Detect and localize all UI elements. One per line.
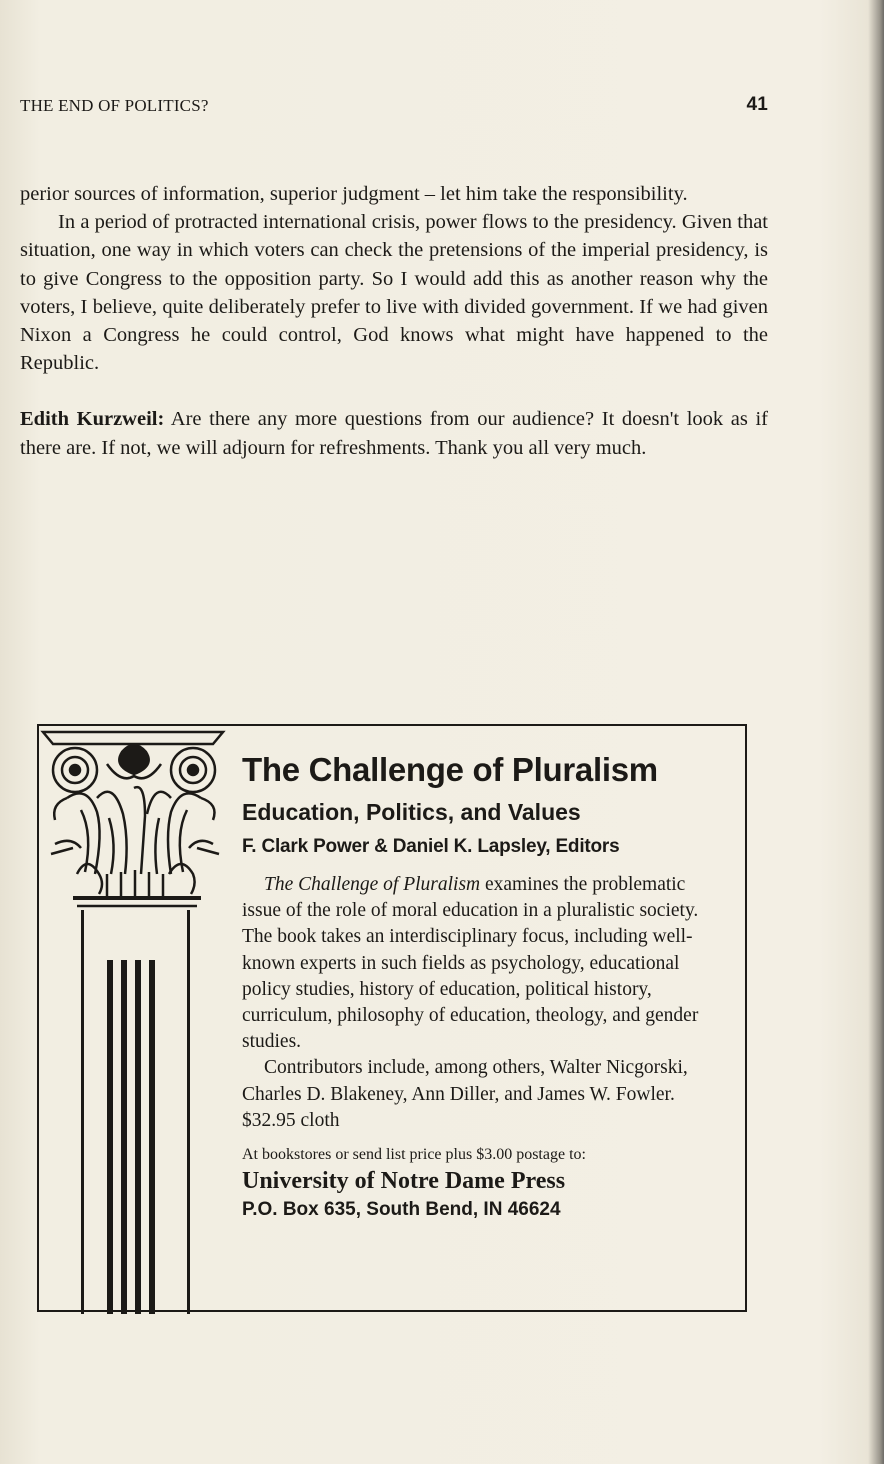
closing-remarks: [20, 405, 768, 461]
book-title-inline: The Challenge of Pluralism: [264, 874, 481, 895]
order-instructions: At bookstores or send list price plus $3.00 postage to:: [242, 1146, 586, 1164]
page-number: 41: [746, 94, 768, 115]
book-description: [242, 872, 712, 1134]
advertisement-copy: [242, 750, 742, 1224]
running-header: [20, 96, 768, 120]
book-editors: F. Clark Power & Daniel K. Lapsley, Editors: [242, 836, 620, 857]
description-paragraph: [242, 872, 712, 1055]
book-price: $32.95 cloth: [242, 1109, 340, 1131]
book-advertisement: [37, 724, 747, 1312]
publisher-name: University of Notre Dame Press: [242, 1168, 566, 1195]
corinthian-column-illustration: [37, 724, 237, 1314]
publisher-address: P.O. Box 635, South Bend, IN 46624: [242, 1199, 561, 1221]
book-title: The Challenge of Pluralism: [242, 751, 658, 788]
book-subtitle: Education, Politics, and Values: [242, 799, 581, 825]
running-title: THE END OF POLITICS?: [20, 96, 209, 115]
paragraph-continuation: perior sources of information, superior judgment – let him take the responsibility.: [20, 183, 688, 205]
closing-text: Are there any more questions from our audience? It doesn't look as if there are. If not, we will adjourn for refreshments. Thank you all very much.: [20, 408, 769, 459]
description-text: examines the problematic issue of the role of moral education in a pluralistic society. The book takes an interdisciplinary focus, including well-known experts in such fields as psychology, educational policy studies, history of education, political history, curriculum, philosophy of education, theology, and gender studies.: [242, 874, 699, 1053]
contributors-paragraph: Contributors include, among others, Walter Nicgorski, Charles D. Blakeney, Ann Diller, and James W. Fowler.: [242, 1057, 688, 1105]
speaker-name: Edith Kurzweil:: [20, 408, 165, 431]
paragraph-presidency: In a period of protracted international crisis, power flows to the presidency. Given that situation, one way in which voters can check the pretensions of the imperial presidency, is to give Congress to the opposition party. So I would add this as another reason why the voters, I believe, quite deliberately prefer to live with divided government. If we had given Nixon a Congress he could control, God knows what might have happened to the Republic.: [20, 211, 768, 375]
article-body: [20, 180, 768, 462]
